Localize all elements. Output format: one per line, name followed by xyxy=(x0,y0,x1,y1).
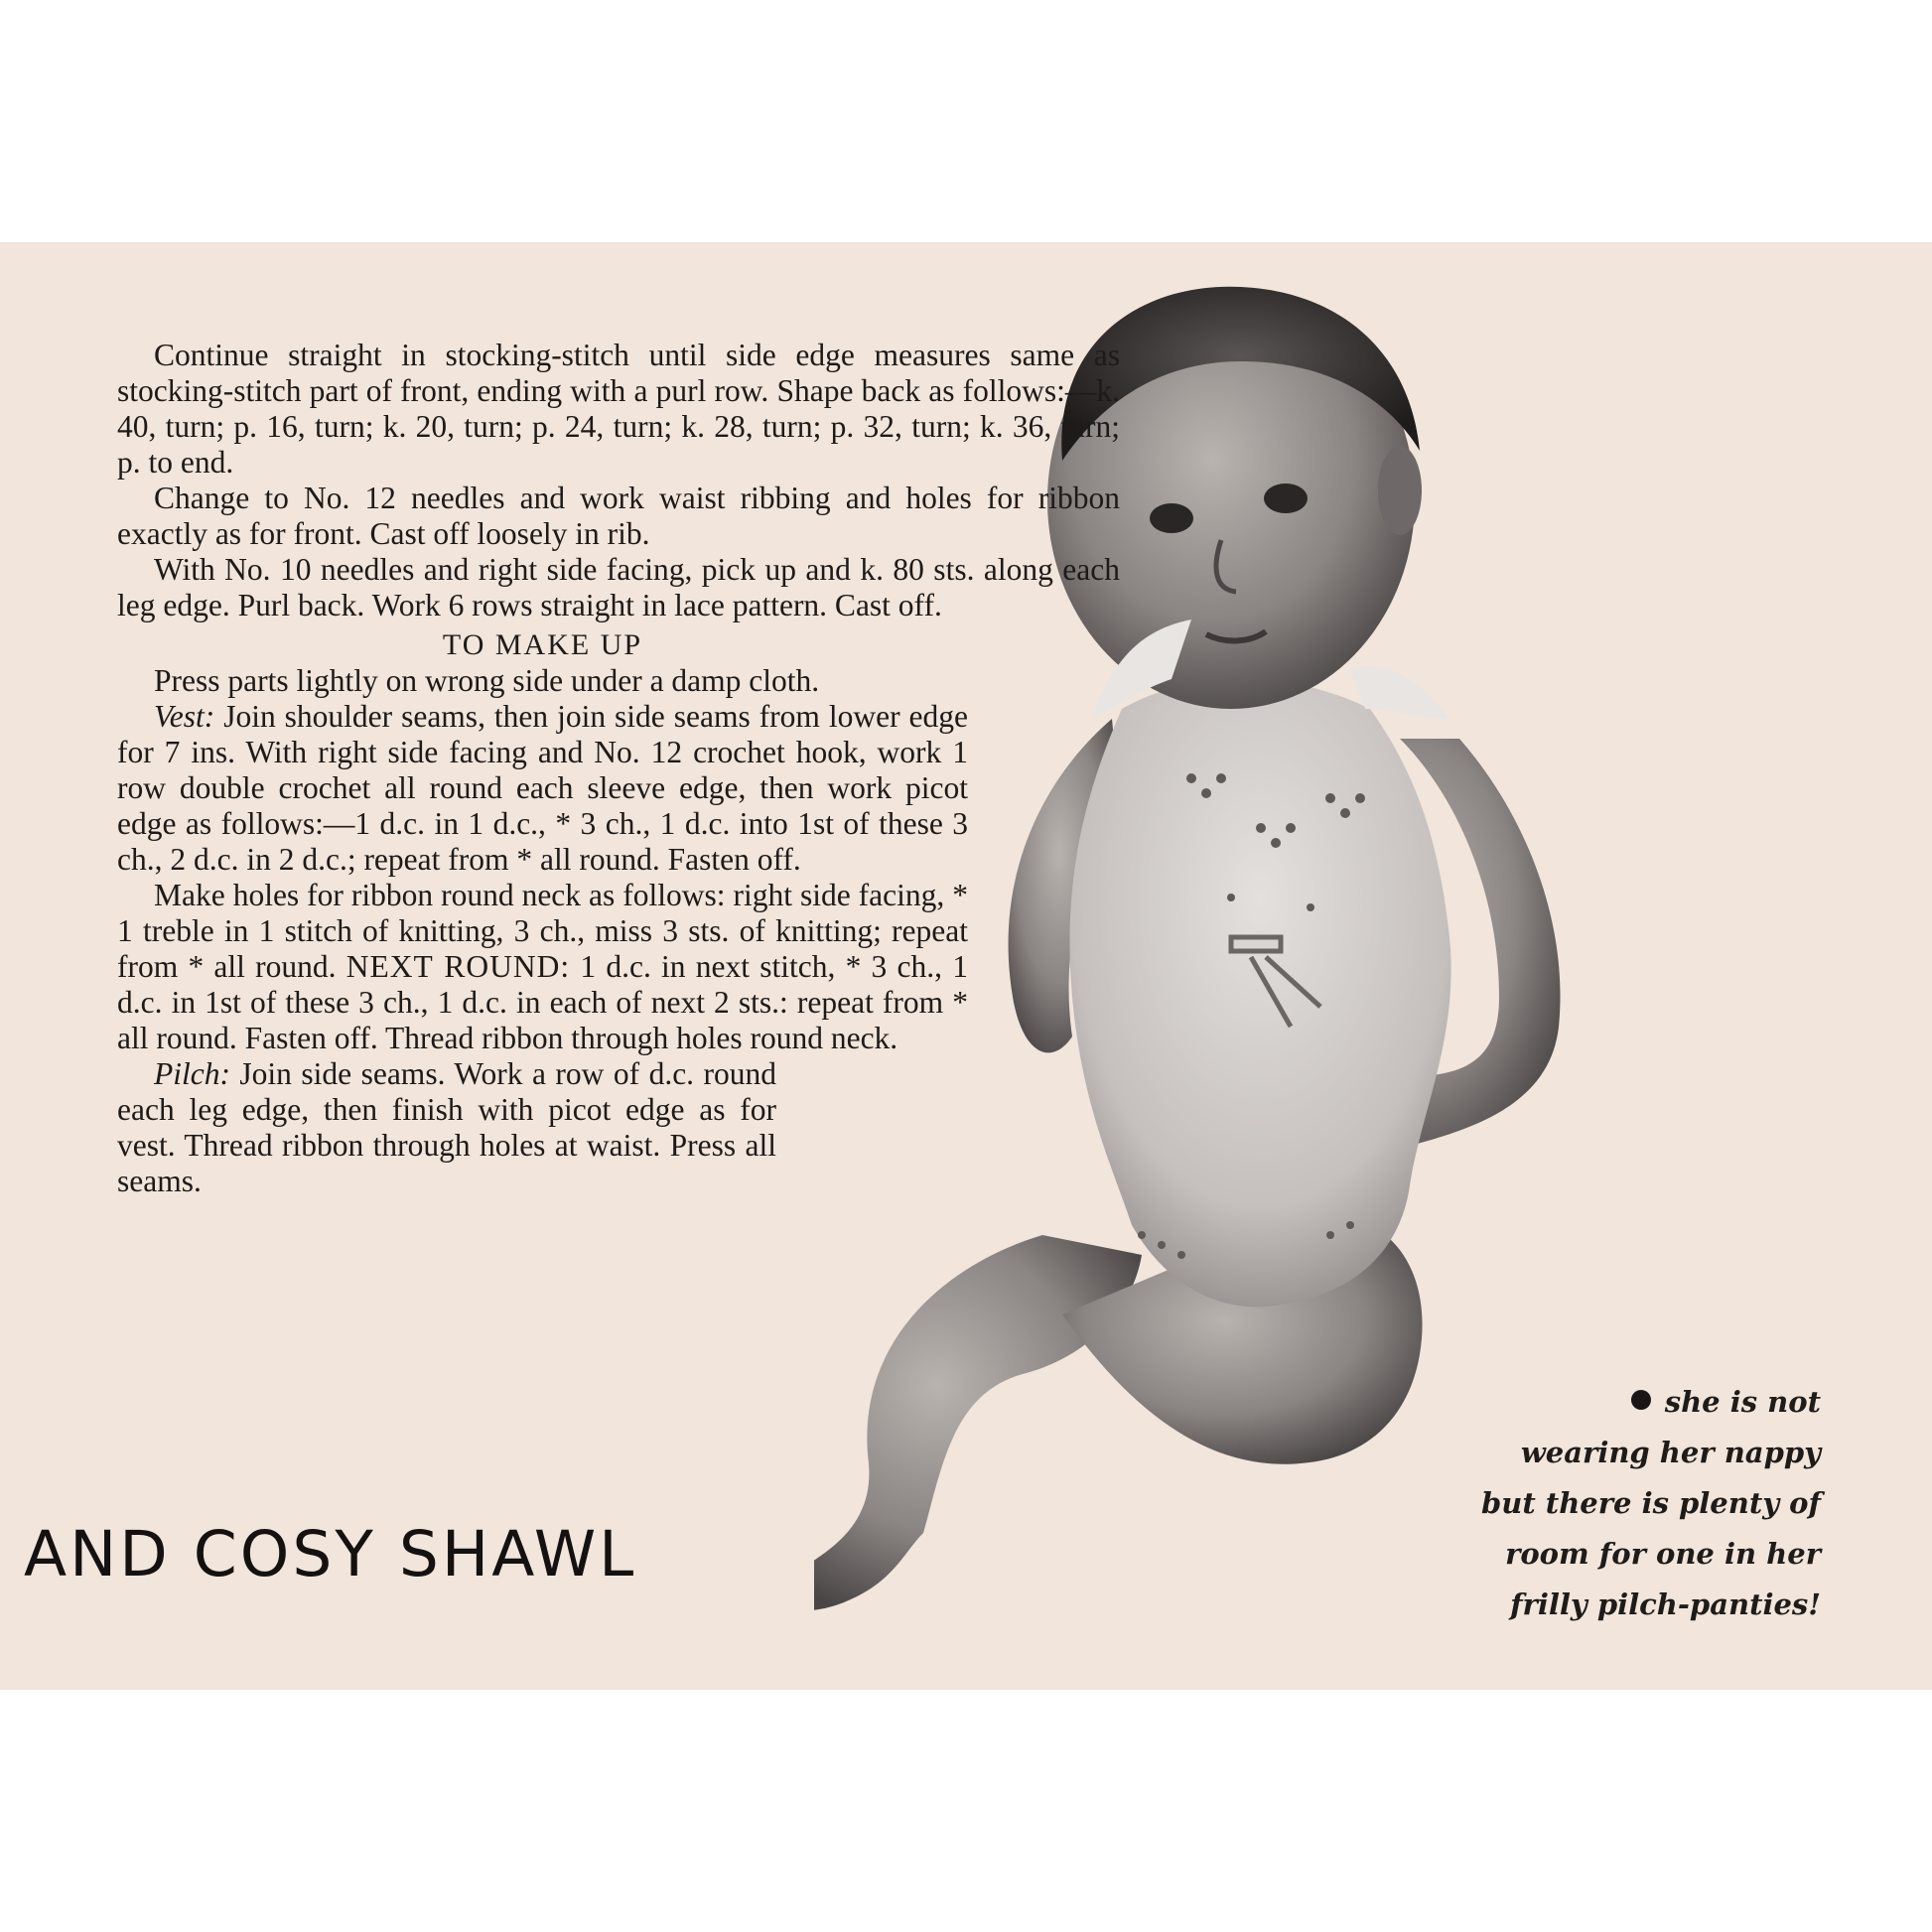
paragraph-neck-holes xyxy=(117,878,968,1056)
photo-caption xyxy=(1404,1377,1821,1630)
holes-text-a: Make holes for ribbon round neck as follows: right side facing, * 1 treble in 1 stitch of knitting, 3 ch., miss 3 sts. of knitting; repeat from * all round. xyxy=(117,878,968,984)
paragraph-press: Press parts lightly on wrong side under a damp cloth. xyxy=(154,663,820,698)
pilch-label: Pilch: xyxy=(154,1056,230,1091)
magazine-page xyxy=(0,242,1932,1690)
knitted-vest xyxy=(1069,679,1450,1307)
paragraph-pilch xyxy=(117,1056,776,1199)
paragraph-leg-edge: With No. 10 needles and right side facing, pick up and k. 80 sts. along each leg edge. Purl back. Work 6 rows straight in lace pattern. Cast off. xyxy=(117,552,1120,622)
section-heading: TO MAKE UP xyxy=(442,628,643,661)
caption-line-4: room for one in her xyxy=(1505,1537,1821,1571)
pilch-text: Join side seams. Work a row of d.c. round each leg edge, then finish with picot edge as for vest. Thread ribbon through holes at waist. Press all seams. xyxy=(117,1056,776,1198)
headline: AND COSY SHAWL xyxy=(24,1518,637,1590)
bullet-icon xyxy=(1631,1390,1651,1410)
next-round-label: NEXT ROUND: xyxy=(345,949,571,984)
caption-line-1: she is not xyxy=(1404,1377,1821,1428)
paragraph-shape-back: Continue straight in stocking-stitch until side edge measures same as stocking-stitch part of front, ending with a purl row. Shape back as follows:—k. 40, turn; p. 16, turn; k. 20, turn; p. 24, turn; k. 28, turn; p. 32, turn; k. 36, turn; p. to end. xyxy=(117,338,1120,480)
pattern-instructions xyxy=(117,338,1120,1199)
caption-line-2: wearing her nappy xyxy=(1520,1436,1821,1469)
vest-text: Join shoulder seams, then join side seams from lower edge for 7 ins. With right side facing and No. 12 crochet hook, work 1 row double crochet all round each sleeve edge, then work picot edge as follows:—1 d.c. in 1 d.c., * 3 ch., 1 d.c. into 1st of these 3 ch., 2 d.c. in 2 d.c.; repeat from * all round. Fasten off. xyxy=(117,699,968,877)
holes-text-b: 1 d.c. in next stitch, * 3 ch., 1 d.c. in 1st of these 3 ch., 1 d.c. in each of next 2 sts.: repeat from * all round. Fasten off. Thread ribbon through holes round neck. xyxy=(117,949,968,1055)
paragraph-vest xyxy=(117,699,968,878)
paragraph-waist-ribbing: Change to No. 12 needles and work waist ribbing and holes for ribbon exactly as for front. Cast off loosely in rib. xyxy=(117,481,1120,551)
caption-line-3: but there is plenty of xyxy=(1480,1486,1821,1520)
caption-line-5: frilly pilch-panties! xyxy=(1510,1587,1821,1621)
vest-label: Vest: xyxy=(154,699,215,734)
